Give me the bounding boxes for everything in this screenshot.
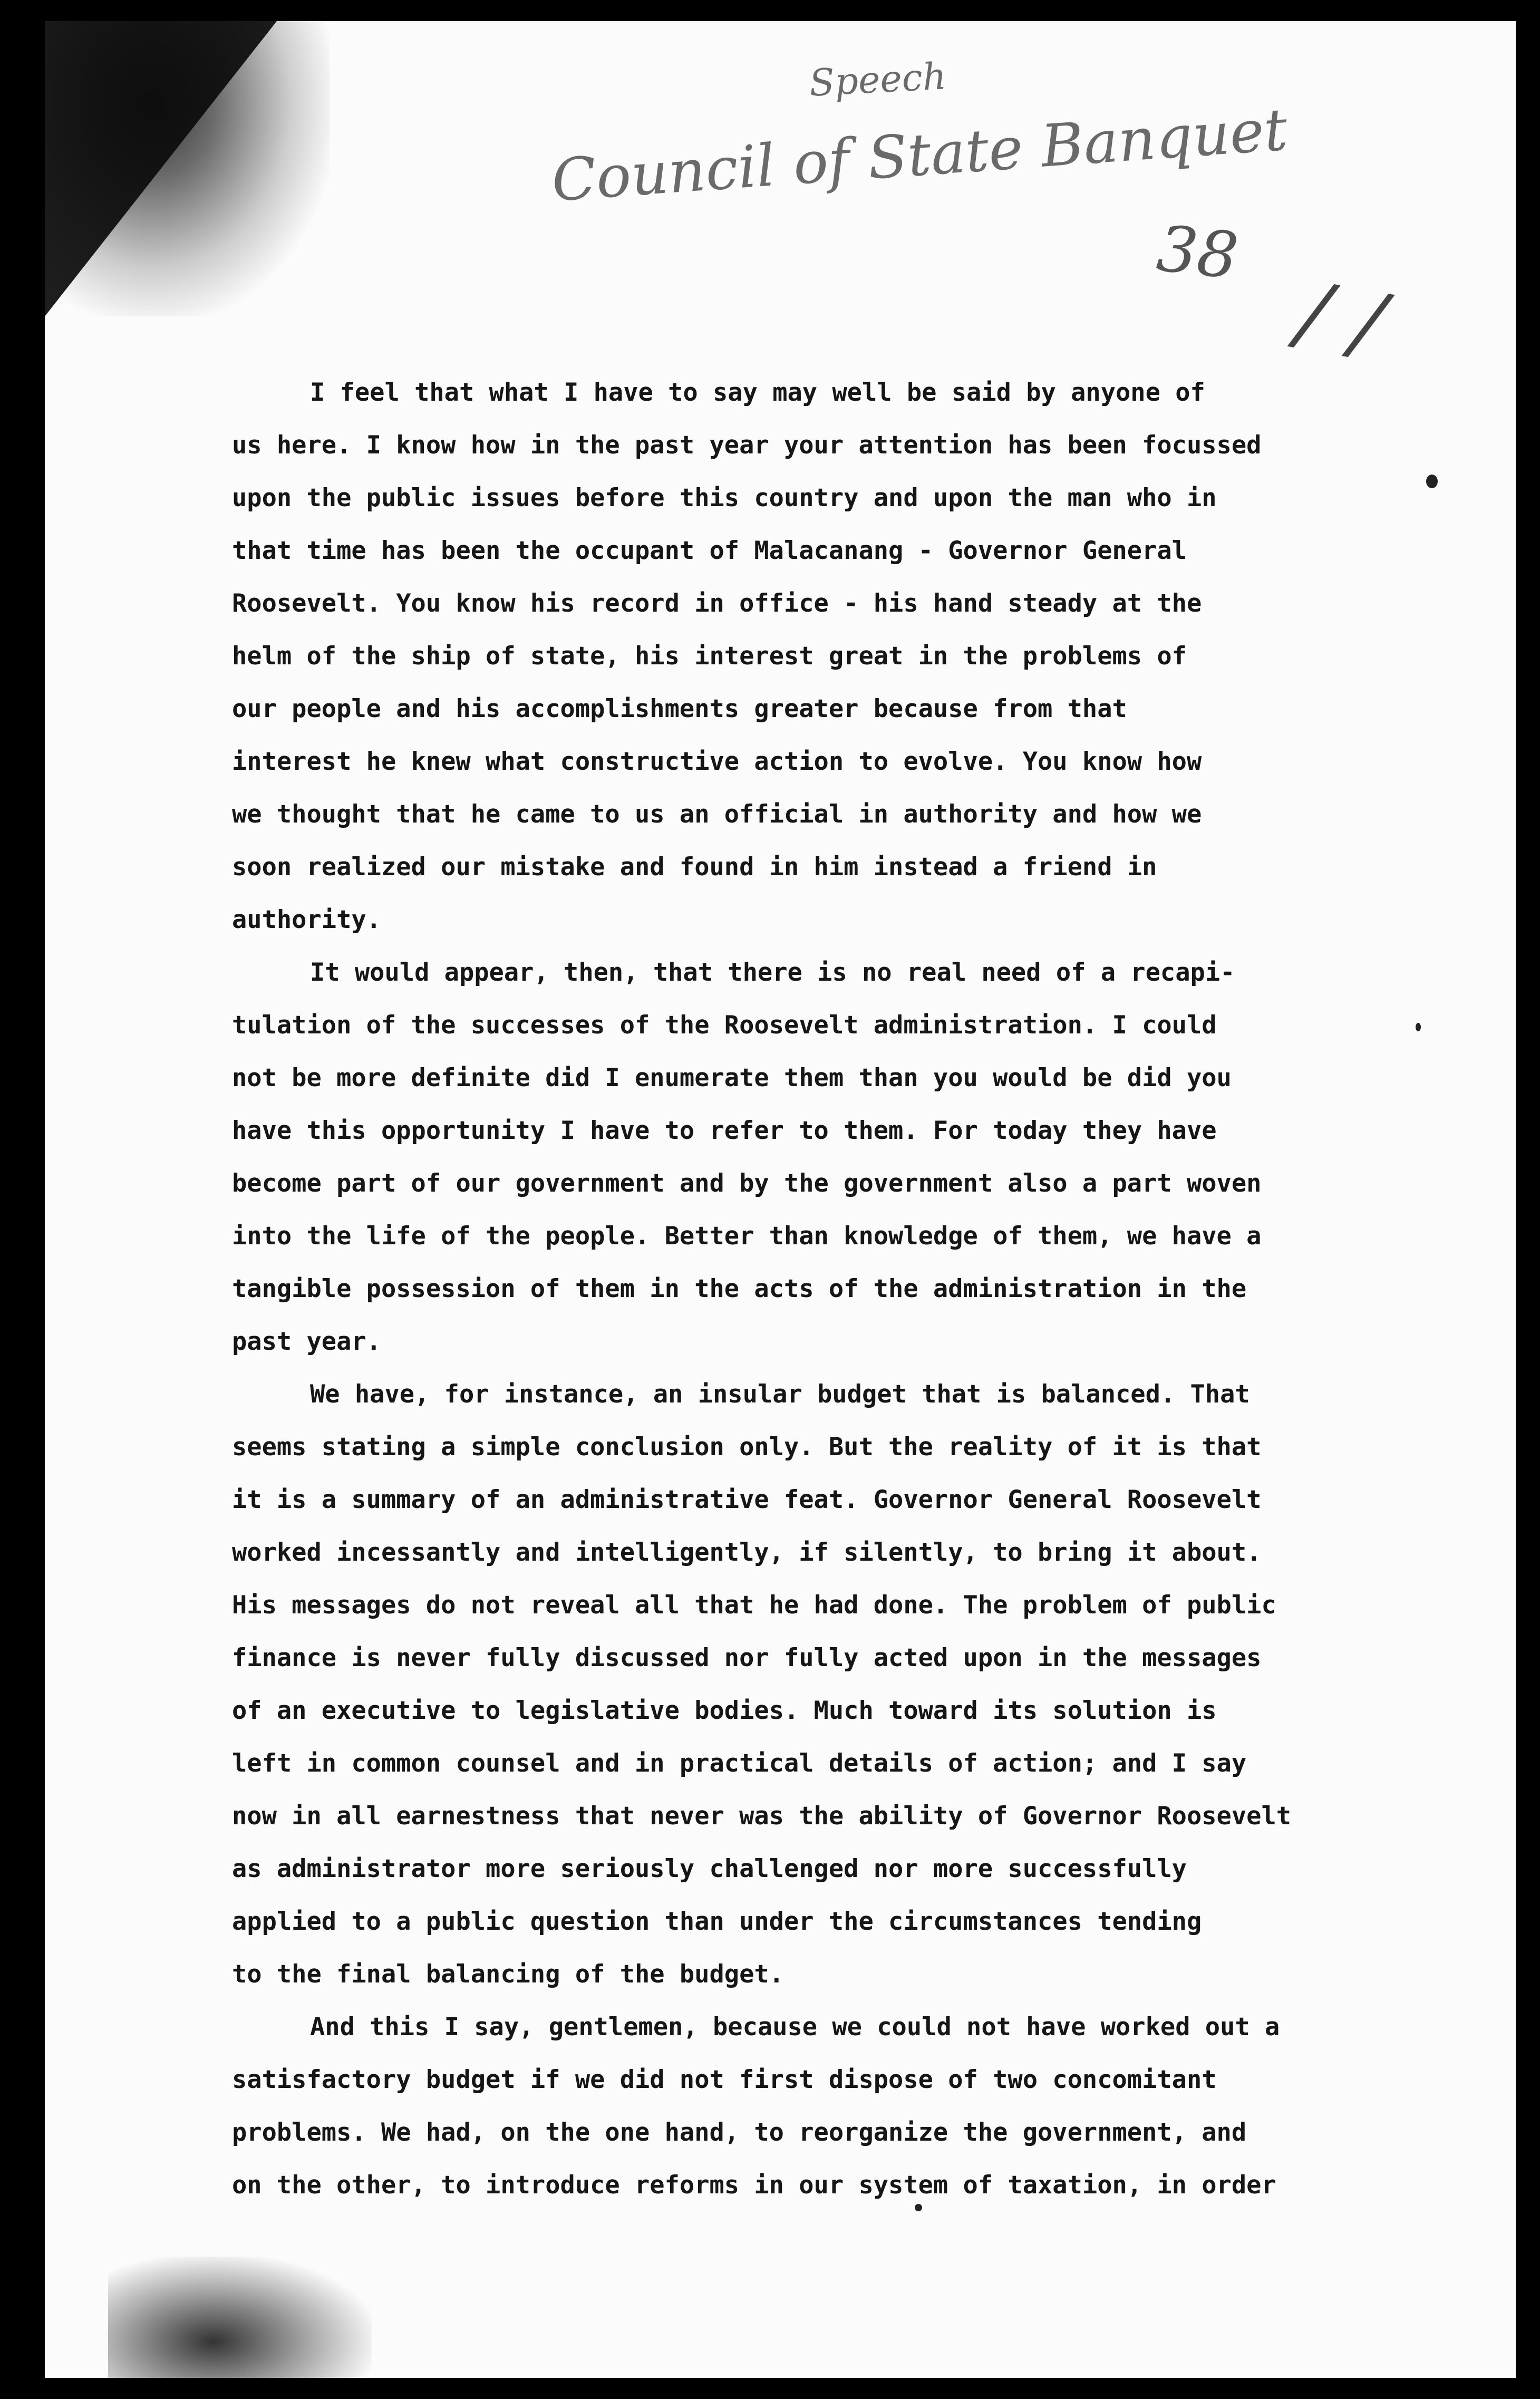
text-line: seems stating a simple conclusion only. But the reality of it is that bbox=[232, 1433, 1262, 1462]
text-line: His messages do not reveal all that he had done. The problem of public bbox=[232, 1591, 1276, 1620]
document-page bbox=[45, 21, 1516, 2378]
text-line: become part of our government and by the government also a part woven bbox=[232, 1169, 1262, 1198]
text-line: our people and his accomplishments greater because from that bbox=[232, 694, 1127, 723]
text-line: that time has been the occupant of Malacanang - Governor General bbox=[232, 536, 1187, 565]
text-line: past year. bbox=[232, 1327, 381, 1356]
text-line: worked incessantly and intelligently, if silently, to bring it about. bbox=[232, 1538, 1262, 1567]
text-line: applied to a public question than under the circumstances tending bbox=[232, 1907, 1202, 1936]
text-line: satisfactory budget if we did not first dispose of two concomitant bbox=[232, 2065, 1217, 2094]
text-line: authority. bbox=[232, 905, 381, 934]
text-line: into the life of the people. Better than knowledge of them, we have a bbox=[232, 1222, 1262, 1251]
text-line: to the final balancing of the budget. bbox=[232, 1960, 784, 1989]
text-line: left in common counsel and in practical details of action; and I say bbox=[232, 1749, 1247, 1778]
text-line: I feel that what I have to say may well be said by anyone of bbox=[310, 378, 1205, 407]
text-line: not be more definite did I enumerate them than you would be did you bbox=[232, 1063, 1232, 1092]
text-line: on the other, to introduce reforms in our system of taxation, in order bbox=[232, 2171, 1276, 2200]
bottom-smudge bbox=[108, 2257, 372, 2378]
text-line: helm of the ship of state, his interest great in the problems of bbox=[232, 642, 1187, 671]
text-line: upon the public issues before this country and upon the man who in bbox=[232, 483, 1217, 512]
text-line: have this opportunity I have to refer to them. For today they have bbox=[232, 1116, 1217, 1145]
handwritten-mark: / / bbox=[1291, 262, 1391, 374]
handwritten-number: 38 bbox=[1154, 212, 1242, 294]
text-line: We have, for instance, an insular budget that is balanced. That bbox=[310, 1380, 1250, 1409]
text-line: tangible possession of them in the acts of the administration in the bbox=[232, 1274, 1247, 1303]
text-line: And this I say, gentlemen, because we could not have worked out a bbox=[310, 2013, 1280, 2042]
text-line: us here. I know how in the past year your attention has been focussed bbox=[232, 431, 1262, 460]
handwritten-title: Council of State Banquet bbox=[549, 95, 1290, 215]
text-line: we thought that he came to us an official in authority and how we bbox=[232, 800, 1202, 829]
text-line: interest he knew what constructive action to evolve. You know how bbox=[232, 747, 1202, 776]
text-line: tulation of the successes of the Roosevelt administration. I could bbox=[232, 1011, 1217, 1040]
text-line: It would appear, then, that there is no real need of a recapi- bbox=[310, 958, 1235, 987]
folded-corner bbox=[45, 21, 277, 316]
text-line: it is a summary of an administrative feat. Governor General Roosevelt bbox=[232, 1485, 1262, 1514]
text-line: soon realized our mistake and found in him instead a friend in bbox=[232, 853, 1157, 882]
handwritten-note-above-title: Speech bbox=[808, 54, 947, 105]
text-line: finance is never fully discussed nor fully acted upon in the messages bbox=[232, 1643, 1262, 1672]
text-line: as administrator more seriously challenged nor more successfully bbox=[232, 1854, 1187, 1883]
text-line: of an executive to legislative bodies. Much toward its solution is bbox=[232, 1696, 1217, 1725]
text-line: problems. We had, on the one hand, to reorganize the government, and bbox=[232, 2118, 1247, 2147]
text-line: now in all earnestness that never was the ability of Governor Roosevelt bbox=[232, 1802, 1292, 1831]
typed-body-text bbox=[232, 366, 1445, 2212]
text-line: Roosevelt. You know his record in office - his hand steady at the bbox=[232, 589, 1202, 618]
